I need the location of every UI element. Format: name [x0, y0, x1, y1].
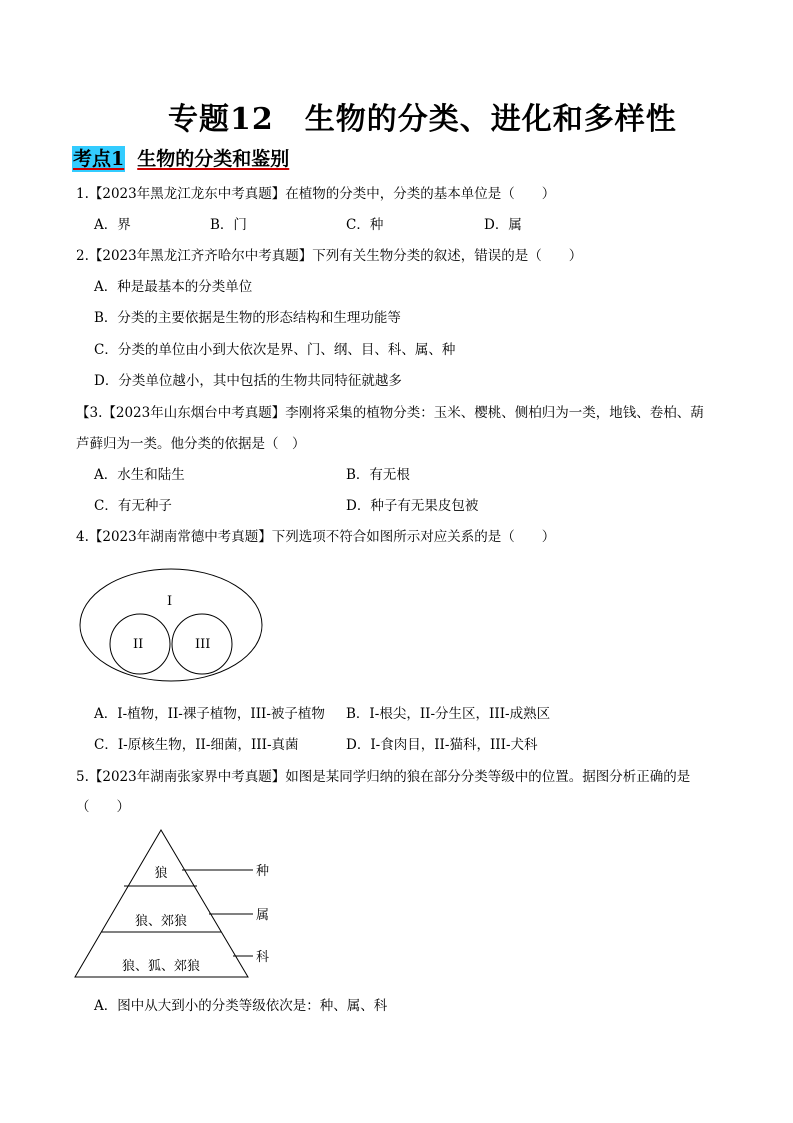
question-4-option-d: D．I-食肉目，II-猫科，III-犬科 [346, 737, 538, 753]
pyramid-level-2: 狼、郊狼 [134, 914, 188, 929]
question-5-stem-line-2: （ ） [76, 799, 130, 815]
question-3-option-b: B．有无根 [346, 467, 410, 483]
question-5-option-a: A．图中从大到小的分类等级依次是：种、属、科 [94, 998, 388, 1014]
question-1-option-a: A．界 [94, 217, 131, 233]
rank-label-3: 科 [256, 950, 270, 965]
question-3-option-c: C．有无种子 [94, 498, 172, 514]
section-label: 考点1 [73, 148, 125, 170]
question-3-stem-line-1: 【3.【2023年山东烟台中考真题】李刚将采集的植物分类：玉米、樱桃、侧柏归为一类，地钱、卷柏、葫 [76, 405, 704, 421]
question-4-option-b: B．I-根尖，II-分生区，III-成熟区 [346, 706, 551, 722]
question-1-option-d: D．属 [484, 217, 522, 233]
pyramid-outline [75, 830, 248, 977]
pyramid-level-3: 狼、狐、郊狼 [121, 959, 201, 974]
section-name: 生物的分类和鉴别 [137, 148, 290, 170]
venn-diagram [78, 567, 264, 684]
rank-label-2: 属 [256, 908, 270, 923]
question-2-option-d: D．分类单位越小，其中包括的生物共同特征就越多 [94, 373, 402, 389]
question-3-stem-line-2: 芦藓归为一类。他分类的依据是（ ） [76, 436, 306, 452]
page-title: 专题12 生物的分类、进化和多样性 [168, 102, 677, 137]
question-1-option-b: B．门 [210, 217, 247, 233]
question-1-stem: 1.【2023年黑龙江龙东中考真题】在植物的分类中，分类的基本单位是（ ） [76, 186, 556, 202]
question-2-stem: 2.【2023年黑龙江齐齐哈尔中考真题】下列有关生物分类的叙述，错误的是（ ） [76, 248, 583, 264]
question-4-option-a: A．I-植物，II-裸子植物，III-被子植物 [94, 706, 325, 722]
question-5-stem-line-1: 5.【2023年湖南张家界中考真题】如图是某同学归纳的狼在部分分类等级中的位置。据图分析正确的是 [76, 769, 691, 785]
rank-label-1: 种 [256, 864, 270, 879]
question-4-stem: 4.【2023年湖南常德中考真题】下列选项不符合如图所示对应关系的是（ ） [76, 529, 556, 545]
question-2-option-b: B．分类的主要依据是生物的形态结构和生理功能等 [94, 310, 401, 326]
question-3-option-a: A．水生和陆生 [94, 467, 185, 483]
venn-label-left: II [133, 637, 144, 652]
question-1-option-c: C．种 [346, 217, 384, 233]
question-2-option-a: A．种是最基本的分类单位 [94, 279, 253, 295]
question-4-option-c: C．I-原核生物，II-细菌，III-真菌 [94, 737, 299, 753]
classification-pyramid [70, 828, 280, 980]
outer-ellipse [80, 569, 262, 681]
question-3-option-d: D．种子有无果皮包被 [346, 498, 479, 514]
section-heading [72, 146, 289, 172]
question-2-option-c: C．分类的单位由小到大依次是界、门、纲、目、科、属、种 [94, 342, 456, 358]
venn-label-outer: I [167, 594, 173, 609]
pyramid-level-1: 狼 [154, 866, 168, 881]
venn-label-right: III [195, 637, 211, 652]
